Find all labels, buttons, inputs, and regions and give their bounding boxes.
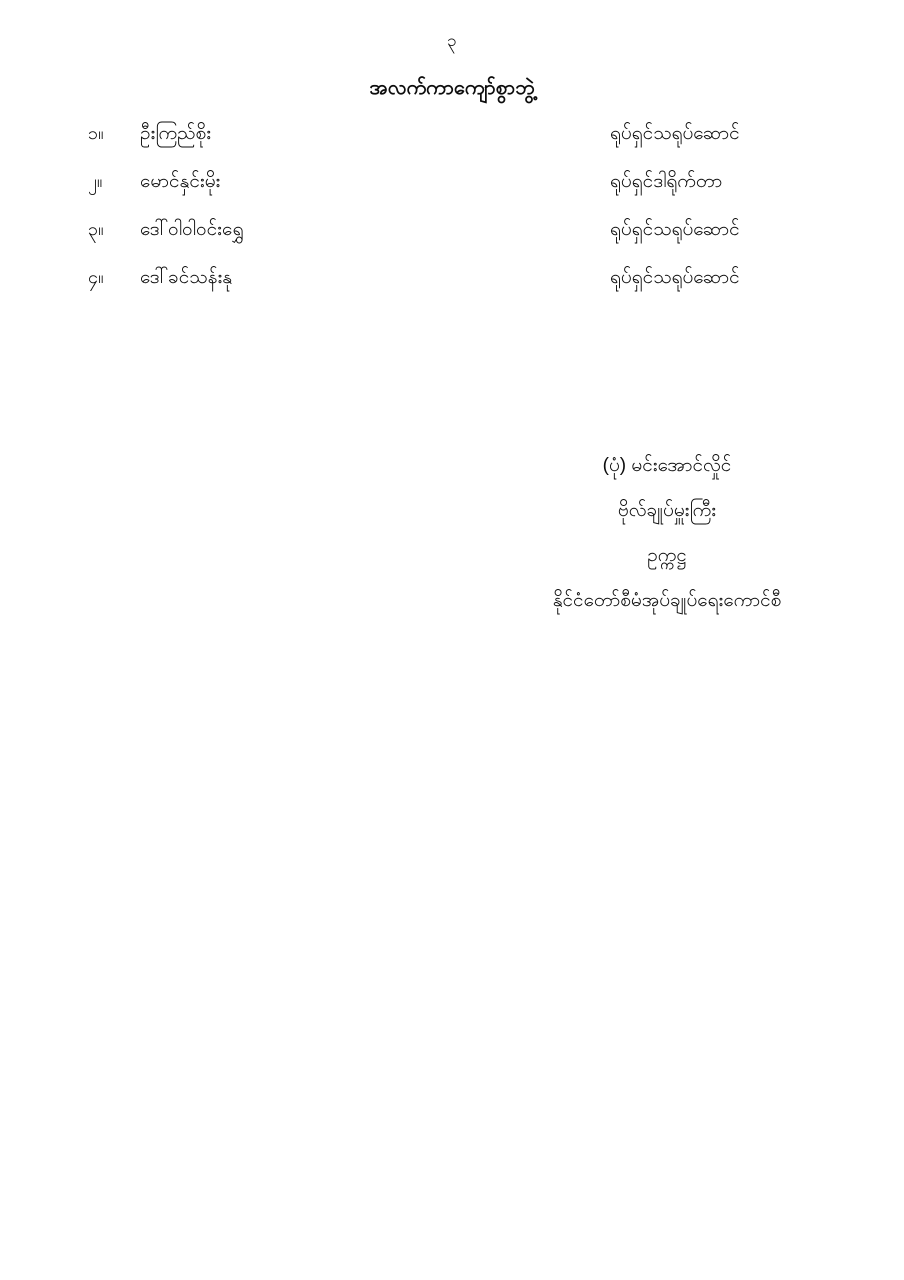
entry-role: ရုပ်ရှင်ဒါရိုက်တာ [610,171,723,192]
signature-block [430,456,904,610]
signatory-rank: ဗိုလ်ချုပ်မှူးကြီး [617,500,717,521]
entry-name: ဒေါ်ခင်သန်းနု [140,267,233,288]
entry-index: ၄။ [88,267,104,287]
entry-role: ရုပ်ရှင်သရုပ်ဆောင် [610,267,740,288]
entry-name: ဒေါ်ဝါဝါဝင်းရွှေ [140,219,244,240]
list-item [0,218,904,266]
list-item [0,266,904,314]
entry-role: ရုပ်ရှင်သရုပ်ဆောင် [610,219,740,240]
entry-index: ၂။ [88,171,103,191]
list-item [0,122,904,170]
signatory-position: ဥက္ကဋ္ဌ [647,545,687,566]
signatory-organization: နိုင်ငံတော်စီမံအုပ်ချုပ်ရေးကောင်စီ [552,590,782,611]
list-item [0,170,904,218]
page-title: အလက်ကာကျော်စွာဘွဲ့ [369,77,535,99]
entry-name: မောင်နှင်းမိုး [140,171,221,192]
entry-role: ရုပ်ရှင်သရုပ်ဆောင် [610,123,740,144]
page-number: ၃ [447,31,457,50]
signatory-name: (ပုံ) မင်းအောင်လှိုင် [602,455,732,476]
entry-name: ဦးကြည်စိုး [140,123,212,144]
award-recipient-list [0,122,904,314]
entry-index: ၃။ [88,219,104,239]
entry-index: ၁။ [88,123,104,143]
